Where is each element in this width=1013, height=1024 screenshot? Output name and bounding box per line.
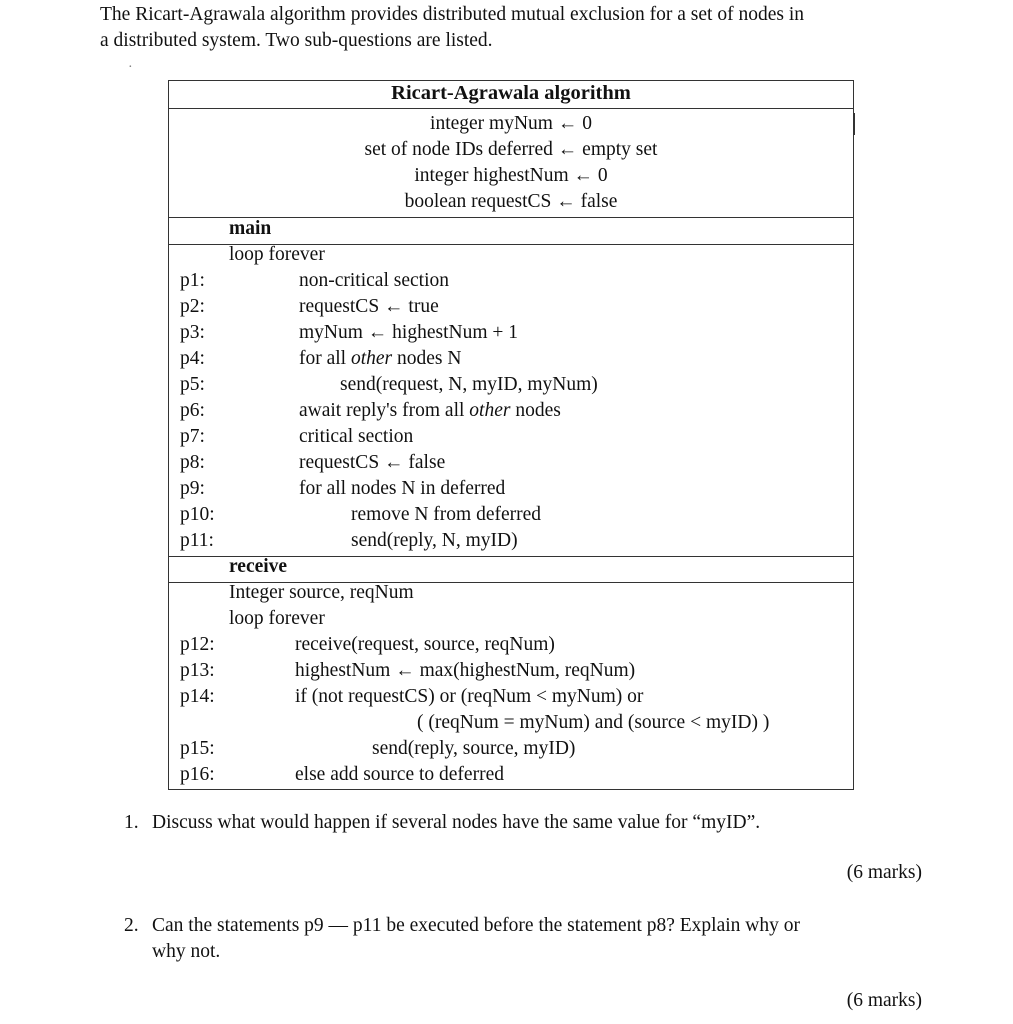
code-part: await reply's from all [299,400,470,421]
code-line: highestNum ← max(highestNum, reqNum) [295,660,636,681]
code-line: requestCS ← false [299,452,446,473]
line-label: p15: [180,738,215,759]
algorithm-table [168,80,854,790]
line-label: p16: [180,764,215,785]
code-part: nodes [510,400,561,421]
code-line: if (not requestCS) or (reqNum < myNum) or [295,686,644,707]
question-2-text [152,913,800,964]
line-label: p11: [180,530,214,551]
declaration-line: integer highestNum ← 0 [414,165,608,186]
question-2-marks: (6 marks) [846,990,922,1011]
code-line: non-critical section [299,270,449,291]
line-label: p8: [180,452,205,473]
border-mark [854,113,855,135]
line-label: p2: [180,296,205,317]
code-line: send(reply, source, myID) [372,738,576,759]
code-line: requestCS ← true [299,296,439,317]
stray-dot: · [128,60,133,75]
line-label: p6: [180,400,205,421]
code-line-continuation: ( (reqNum = myNum) and (source < myID) ) [417,712,770,733]
line-label: p12: [180,634,215,655]
code-line: critical section [299,426,414,447]
intro-line-2: a distributed system. Two sub-questions are listed. [100,29,493,51]
question-1-text: Discuss what would happen if several nodes have the same value for “myID”. [152,812,761,833]
line-label: p3: [180,322,205,343]
divider [169,217,853,218]
question-number: 1. [124,812,139,833]
code-part: nodes N [392,348,462,369]
line-label: p4: [180,348,205,369]
declaration-line: boolean requestCS ← false [404,191,618,212]
question-number: 2. [124,915,139,936]
code-line: else add source to deferred [295,764,504,785]
declaration-line: set of node IDs deferred ← empty set [364,139,658,160]
receive-loop: loop forever [229,608,325,629]
main-header: main [229,218,272,239]
line-label: p5: [180,374,205,395]
code-line: remove N from deferred [351,504,542,525]
code-line: send(request, N, myID, myNum) [340,374,598,395]
main-loop: loop forever [229,244,325,265]
receive-header: receive [229,556,288,577]
divider [169,108,853,109]
code-emphasis: other [469,400,511,421]
algorithm-title: Ricart-Agrawala algorithm [391,82,631,104]
line-label: p10: [180,504,215,525]
receive-declaration: Integer source, reqNum [229,582,414,603]
line-label: p14: [180,686,215,707]
code-line: send(reply, N, myID) [351,530,518,551]
declaration-line: integer myNum ← 0 [430,113,592,134]
line-label: p7: [180,426,205,447]
line-label: p9: [180,478,205,499]
code-line [299,348,461,370]
code-line [299,400,561,422]
question-2-line-1: Can the statements p9 — p11 be executed before the statement p8? Explain why or [152,915,800,936]
line-label: p13: [180,660,215,681]
line-label: p1: [180,270,205,291]
code-emphasis: other [350,348,393,369]
code-line: receive(request, source, reqNum) [295,634,555,655]
code-line: myNum ← highestNum + 1 [299,322,518,343]
question-2-line-2: why not. [152,940,221,962]
intro-paragraph [100,2,804,53]
intro-line-1: The Ricart-Agrawala algorithm provides distributed mutual exclusion for a set of nodes in [100,4,804,25]
question-1-marks: (6 marks) [846,862,922,883]
code-part: for all [299,348,351,369]
code-line: for all nodes N in deferred [299,478,506,499]
